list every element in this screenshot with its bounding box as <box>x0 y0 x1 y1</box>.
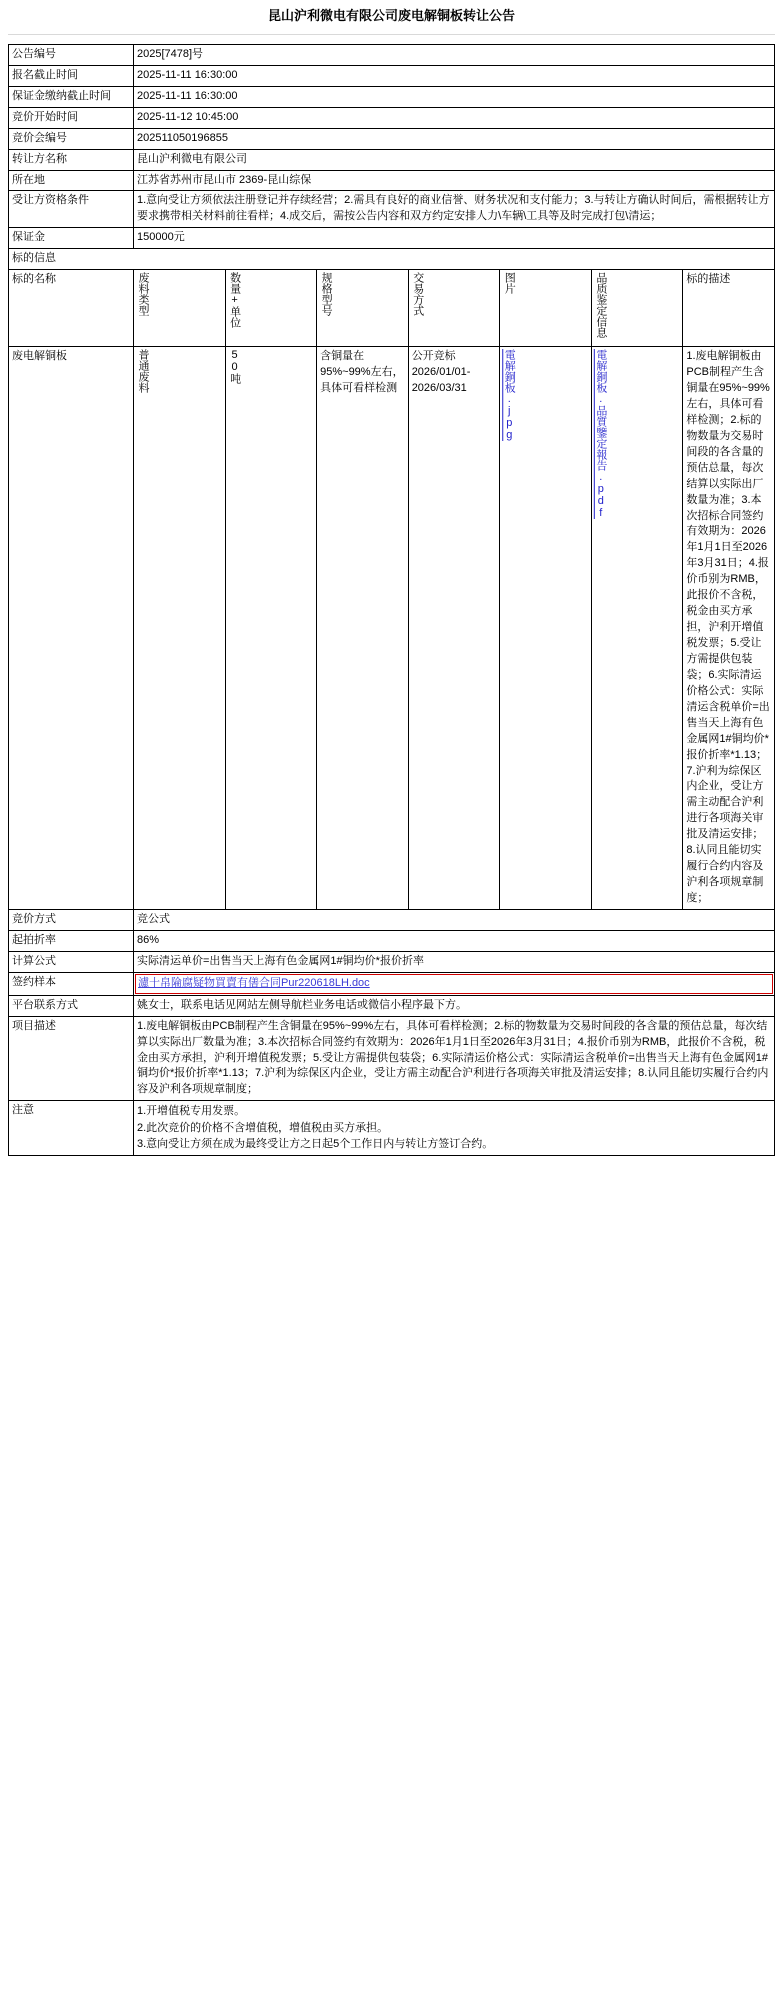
table-row <box>9 191 775 228</box>
table-row <box>9 86 775 107</box>
row-value-contract-sample <box>134 972 775 995</box>
row-label-bid-meeting-no: 竞价会编号 <box>9 128 134 149</box>
row-value-announcement-no: 2025[7478]号 <box>134 44 775 65</box>
cell-quantity-value: 50吨 <box>228 349 241 385</box>
row-label-project-description: 项目描述 <box>9 1016 134 1101</box>
row-value-deposit: 150000元 <box>134 228 775 249</box>
row-label-location: 所在地 <box>9 170 134 191</box>
table-row <box>9 44 775 65</box>
row-label-notice: 注意 <box>9 1101 134 1156</box>
quality-report-link[interactable]: 電解銅板.品質鑒定報告.pdf <box>594 349 607 520</box>
cell-spec: 含铜量在95%~99%左右，具体可看样检测 <box>317 347 409 910</box>
contract-sample-highlight <box>135 974 773 994</box>
notice-row <box>9 1101 775 1156</box>
subject-columns-header-row <box>9 270 775 347</box>
notice-line-2: 2.此次竞价的价格不含增值税，增值税由买方承担。 <box>137 1121 389 1134</box>
row-value-platform-contact: 姚女士，联系电话见网站左侧导航栏业务电话或微信小程序最下方。 <box>134 995 775 1016</box>
page-title: 昆山沪利微电有限公司废电解铜板转让公告 <box>267 8 515 23</box>
row-value-bid-start-time: 2025-11-12 10:45:00 <box>134 107 775 128</box>
cell-waste-type-value: 普通废料 <box>137 349 149 394</box>
row-value-signup-deadline: 2025-11-11 16:30:00 <box>134 65 775 86</box>
table-row <box>9 995 775 1016</box>
cell-quality-report <box>591 347 683 910</box>
row-label-bid-mode: 竞价方式 <box>9 909 134 930</box>
announcement-table <box>8 44 775 1156</box>
row-label-contract-sample: 签约样本 <box>9 972 134 995</box>
cell-subject-name: 废电解铜板 <box>9 347 134 910</box>
column-header-quantity-label: 数量+单位 <box>228 272 241 329</box>
row-label-transferee-qualification: 受让方资格条件 <box>9 191 134 228</box>
row-label-transferor-name: 转让方名称 <box>9 149 134 170</box>
table-row <box>9 107 775 128</box>
row-value-location: 江苏省苏州市昆山市 2369-昆山综保 <box>134 170 775 191</box>
row-value-transferee-qualification: 1.意向受让方须依法注册登记并存续经营；2.需具有良好的商业信誉、财务状况和支付能力；3.与转让方确认时间后，需根据转让方要求携带相关材料前往看样；4.成交后，需按公告内容和双方约定安排人力\车辆\工具等及时完成打包\清运； <box>134 191 775 228</box>
column-header-spec-label: 规格型号 <box>320 272 333 317</box>
row-value-formula: 实际清运单价=出售当天上海有色金属网1#铜均价*报价折率 <box>134 951 775 972</box>
subject-data-row <box>9 347 775 910</box>
cell-description: 1.废电解铜板由PCB制程产生含铜量在95%~99%左右，具体可看样检测；2.标的物数量为交易时间段的各含量的预估总量，每次结算以实际出厂数量为准；3.本次招标合同签约有效期为：2026年1月1日至2026年3月31日；4.报价币别为RMB，此报价不含税，税金由买方承担，沪利开增值税发票；5.受让方需提供包装袋；6.实际清运价格公式：实际清运含税单价=出售当天上海有色金属网1#铜均价*报价折率*1.13；7.沪利为综保区内企业，受让方需主动配合沪利进行各项海关审批及清运安排；8.认同且能切实履行合约内容及沪利各项规章制度； <box>683 347 775 910</box>
column-header-quantity <box>225 270 317 347</box>
table-row <box>9 951 775 972</box>
subject-info-header: 标的信息 <box>9 249 775 270</box>
row-value-project-description: 1.废电解铜板由PCB制程产生含铜量在95%~99%左右，具体可看样检测；2.标的物数量为交易时间段的各含量的预估总量，每次结算以实际出厂数量为准；3.本次招标合同签约有效期为：2026年1月1日至2026年3月31日；4.报价币别为RMB，此报价不含税，税金由买方承担，沪利开增值税发票；5.受让方需提供包装袋；6.实际清运价格公式：实际清运含税单价=出售当天上海有色金属网1#铜均价*报价折率*1.13；7.沪利为综保区内企业，受让方需主动配合沪利进行各项海关审批及清运安排；8.认同且能切实履行合约内容及沪利各项规章制度； <box>134 1016 775 1101</box>
column-header-waste-type-label: 废料类型 <box>137 272 149 317</box>
image-file-link[interactable]: 電解銅板.jpg <box>503 349 516 442</box>
column-header-image <box>500 270 592 347</box>
column-header-quality-report <box>591 270 683 347</box>
row-label-signup-deadline: 报名截止时间 <box>9 65 134 86</box>
contract-sample-link[interactable]: 濾十帛陯腐疑物買賣有僐合同Pur220618LH.doc <box>138 976 370 989</box>
column-header-trade-mode <box>408 270 500 347</box>
column-header-trade-mode-label: 交易方式 <box>411 272 424 317</box>
cell-trade-mode: 公开竞标2026/01/01-2026/03/31 <box>408 347 500 910</box>
row-label-start-rate: 起拍折率 <box>9 930 134 951</box>
row-value-bid-mode: 竞公式 <box>134 909 775 930</box>
column-header-image-label: 图片 <box>503 272 516 295</box>
table-row <box>9 149 775 170</box>
notice-line-1: 1.开增值税专用发票。 <box>137 1105 246 1118</box>
row-label-bid-start-time: 竞价开始时间 <box>9 107 134 128</box>
row-value-start-rate: 86% <box>134 930 775 951</box>
title-divider <box>8 34 775 35</box>
row-value-deposit-deadline: 2025-11-11 16:30:00 <box>134 86 775 107</box>
table-row <box>9 909 775 930</box>
row-label-platform-contact: 平台联系方式 <box>9 995 134 1016</box>
row-label-announcement-no: 公告编号 <box>9 44 134 65</box>
row-value-notice <box>134 1101 775 1156</box>
table-row <box>9 128 775 149</box>
column-header-spec <box>317 270 409 347</box>
column-header-description: 标的描述 <box>683 270 775 347</box>
cell-quantity <box>225 347 317 910</box>
row-label-deposit-deadline: 保证金缴纳截止时间 <box>9 86 134 107</box>
table-row <box>9 65 775 86</box>
table-row <box>9 930 775 951</box>
row-label-deposit: 保证金 <box>9 228 134 249</box>
table-row <box>9 170 775 191</box>
table-row <box>9 228 775 249</box>
column-header-quality-report-label: 品质鉴定信息 <box>594 272 607 339</box>
subject-section-header-row <box>9 249 775 270</box>
row-label-formula: 计算公式 <box>9 951 134 972</box>
column-header-waste-type <box>134 270 226 347</box>
cell-image <box>500 347 592 910</box>
column-header-name: 标的名称 <box>9 270 134 347</box>
cell-waste-type <box>134 347 226 910</box>
notice-line-3: 3.意向受让方须在成为最终受让方之日起5个工作日内与转让方签订合约。 <box>137 1138 494 1151</box>
table-row <box>9 1016 775 1101</box>
row-value-bid-meeting-no: 202511050196855 <box>134 128 775 149</box>
row-value-transferor-name: 昆山沪利微电有限公司 <box>134 149 775 170</box>
contract-sample-row <box>9 972 775 995</box>
